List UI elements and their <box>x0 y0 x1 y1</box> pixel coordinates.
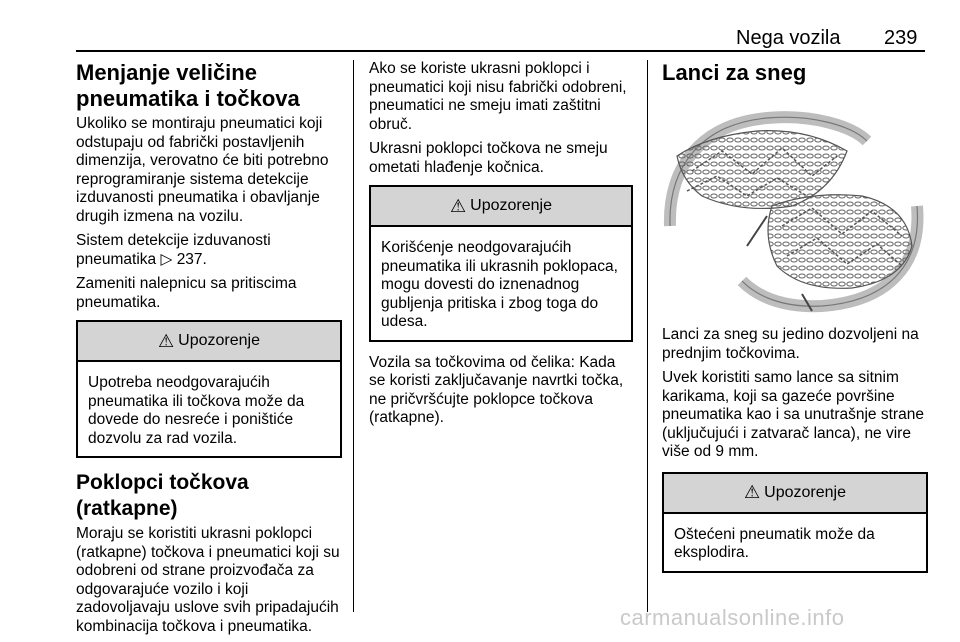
column-3 <box>662 60 928 585</box>
paragraph-tire-size-2-text: Sistem detekcije izduvanosti pneumatika <box>76 232 271 268</box>
warning-box-3 <box>662 472 928 573</box>
warning-box-2-text: Korišćenje neodgovarajućih pneumatika ili ukrasnih poklopaca, mogu dovesti do iznenadnog gubljenja pritiska i zbog toga do udesa. <box>381 239 618 330</box>
header-rule <box>76 50 925 52</box>
warning-box-3-title: Upozorenje <box>764 483 846 501</box>
column-2 <box>369 60 633 434</box>
paragraph-snow-chains-2: Uvek koristiti samo lance sa sitnim karikama, koji sa gazeće površine pneumatika kao i sa unutrašnje strane (uključujući i zatvarač lanca), ne vire više od 9 mm. <box>662 369 924 460</box>
warning-box-2-title: Upozorenje <box>470 197 552 214</box>
column-1 <box>76 60 342 642</box>
warning-box-2 <box>369 185 633 342</box>
section-heading-wheel-covers: Poklopci točkova (ratkapne) <box>76 471 249 520</box>
warning-box-1-title: Upozorenje <box>178 332 260 349</box>
paragraph-wheel-covers-3: Ukrasni poklopci točkova ne smeju ometati hlađenje kočnica. <box>369 140 608 176</box>
page-number: 239 <box>884 27 918 49</box>
warning-box-3-header <box>664 474 926 514</box>
column-divider-left <box>353 60 354 612</box>
warning-box-3-text: Oštećeni pneumatik može da eksplodira. <box>674 525 875 561</box>
warning-box-2-header <box>371 187 631 227</box>
snow-chains-illustration <box>662 96 926 314</box>
paragraph-tire-size-3: Zameniti nalepnicu sa pritiscima pneumatika. <box>76 275 297 311</box>
section-heading-tire-size: Menjanje veličine pneumatika i točkova <box>76 60 300 111</box>
paragraph-tire-size-1: Ukoliko se montiraju pneumatici koji odstupaju od fabrički postavljenih dimenzija, verovatno će biti potrebno reprogramiranje sistema detekcije izduvanosti pneumatika i obavljanje drugih izmena na vozilu. <box>76 115 329 225</box>
warning-triangle-icon: ⚠ <box>158 330 175 351</box>
warning-box-1-header <box>78 322 340 362</box>
watermark: carmanualsonline.info <box>620 605 845 630</box>
paragraph-snow-chains-1: Lanci za sneg su jedino dozvoljeni na prednjim točkovima. <box>662 326 919 362</box>
paragraph-tire-size-2 <box>76 232 342 269</box>
paragraph-steel-wheels: Vozila sa točkovima od čelika: Kada se koristi zaključavanje navrtki točka, ne pričvršćujte poklopce točkova (ratkapne). <box>369 353 624 426</box>
page-header-title: Nega vozila <box>736 27 841 49</box>
warning-box-1-text: Upotreba neodgovarajućih pneumatika ili točkova može da dovede do nesreće i poništiće dozvolu za rad vozila. <box>88 374 305 447</box>
paragraph-wheel-covers-1: Moraju se koristiti ukrasni poklopci (ratkapne) točkova i pneumatici koji su odobreni od strane proizvođača za odgovarajuće vozilo i koji zadovoljavaju uslove svih pripadajućih kombinacija točkova i pneumatika. <box>76 525 340 635</box>
warning-triangle-icon: ⚠ <box>744 482 761 502</box>
paragraph-wheel-covers-2: Ako se koriste ukrasni poklopci i pneumatici koji nisu fabrički odobreni, pneumatici ne smeju imati zaštitni obruč. <box>369 60 627 133</box>
page-reference-link[interactable]: 237. <box>176 250 207 268</box>
warning-triangle-icon: ⚠ <box>450 195 467 216</box>
column-divider-right <box>647 60 648 612</box>
warning-box-1 <box>76 320 342 458</box>
section-heading-snow-chains: Lanci za sneg <box>662 60 807 85</box>
page-reference-icon: ▷ <box>160 250 173 268</box>
